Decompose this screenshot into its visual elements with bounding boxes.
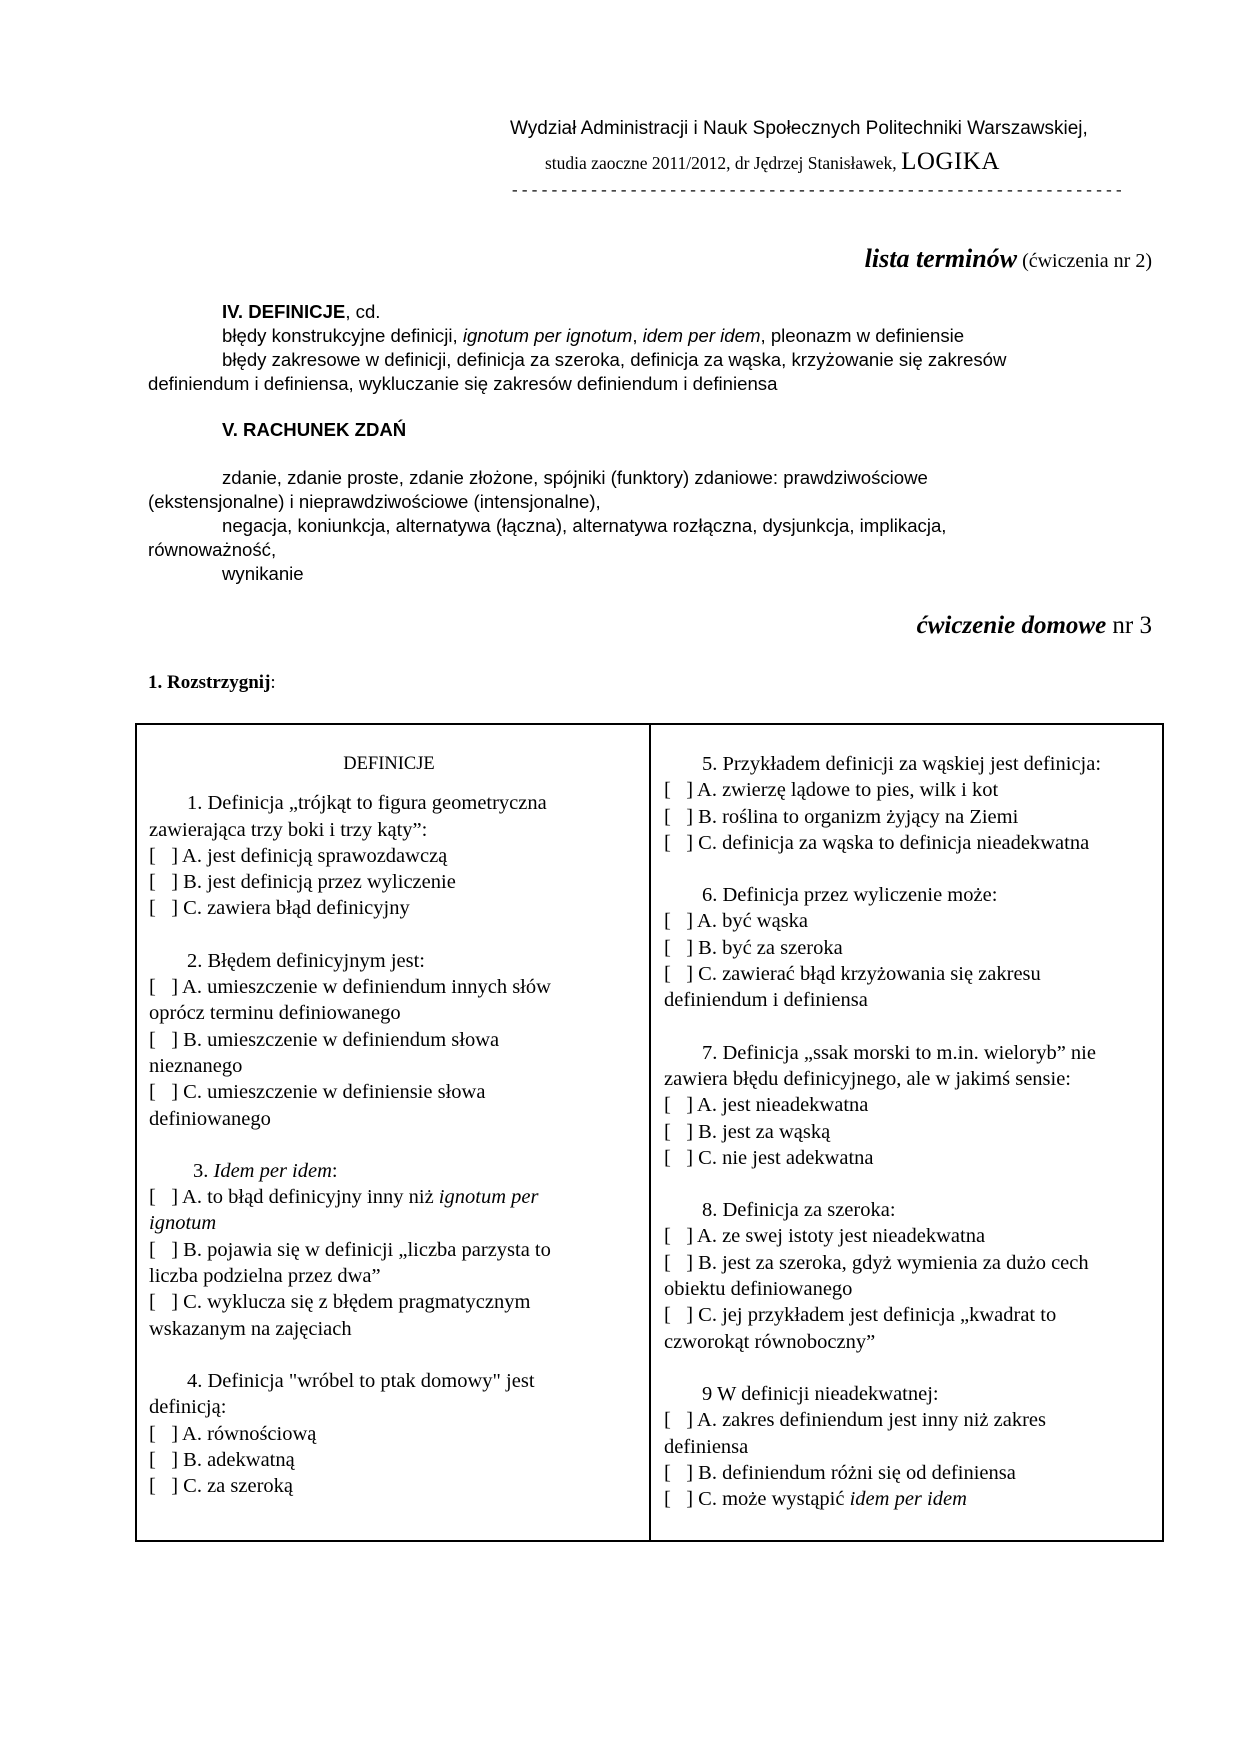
section-4-line-2: błędy zakresowe w definicji, definicja za szeroka, definicja za wąska, krzyżowanie się zakresów [222,349,1007,370]
question-4-option-c[interactable]: [ ] C. za szeroką [149,1475,294,1498]
question-5-text: 5. Przykładem definicji za wąskiej jest definicja: [702,753,1102,775]
section-4-text: , [632,325,643,346]
question-2-option-c[interactable]: [ ] C. umieszczenie w definiensie słowa [149,1081,486,1104]
task-label-colon: : [270,672,276,693]
question-5-option-c[interactable]: [ ] C. definicja za wąska to definicja nieadekwatna [664,831,1090,854]
header-institution: Wydział Administracji i Nauk Społecznych Politechniki Warszawskiej, [510,118,1088,139]
question-3-colon: : [331,1159,338,1182]
section-4-text: błędy konstrukcyjne definicji, [222,325,463,346]
section-5-line-4: równoważność, [148,539,277,560]
question-1 [149,790,629,921]
question-8-option-b-cont: obiektu definiowanego [664,1278,853,1301]
homework-title: ćwiczenie domowe [916,612,1107,639]
question-9-option-b[interactable]: [ ] B. definiendum różni się od definiensa [664,1461,1016,1484]
section-4-heading [148,300,1108,324]
question-9-option-a-cont: definiensa [664,1435,749,1458]
question-1-option-a[interactable]: [ ] A. jest definicją sprawozdawczą [149,844,448,867]
question-3-option-a-cont [149,1210,629,1236]
section-5-heading [148,418,1108,442]
question-2-option-b-cont: nieznanego [149,1054,243,1077]
question-2 [149,948,629,1132]
section-5-line-5: wynikanie [222,563,304,584]
question-6 [664,882,1154,1013]
section-5-title: V. RACHUNEK ZDAŃ [222,419,407,440]
question-4-text: 4. Definicja "wróbel to ptak domowy" jest [187,1369,535,1392]
task-label-text: 1. Rozstrzygnij [148,672,271,693]
question-9-text: 9 W definicji nieadekwatnej: [702,1382,939,1405]
terms-list-title: lista terminów [864,244,1018,273]
header-course [545,148,1000,176]
question-9-option-a[interactable]: [ ] A. zakres definiendum jest inny niż zakres [664,1409,1046,1432]
question-4-text-cont: definicją: [149,1396,227,1419]
question-9-option-c-italic: idem per idem [849,1488,967,1511]
table-heading: DEFINICJE [343,754,435,774]
question-3-option-c[interactable]: [ ] C. wyklucza się z błędem pragmatycznym [149,1291,531,1314]
question-6-option-c[interactable]: [ ] C. zawierać błąd krzyżowania się zakresu [664,963,1041,986]
section-5-line-2: (ekstensjonalne) i nieprawdziwościowe (intensjonalne), [148,491,601,512]
terms-section [148,300,1108,586]
question-3-text [149,1158,629,1184]
section-4-title: IV. DEFINICJE [222,301,346,322]
terms-list-subtitle: (ćwiczenia nr 2) [1017,250,1152,272]
question-8-option-c-cont: czworokąt równoboczny” [664,1330,876,1353]
question-2-option-c-cont: definiowanego [149,1107,271,1130]
question-8-text: 8. Definicja za szeroka: [702,1199,896,1222]
section-5-line-1: zdanie, zdanie proste, zdanie złożone, spójniki (funktory) zdaniowe: prawdziwościowe [222,467,928,488]
question-3-option-a-italic-cont: ignotum [149,1212,217,1235]
question-7-option-c[interactable]: [ ] C. nie jest adekwatna [664,1146,874,1169]
section-4-text: , pleonazm w definiensie [760,325,965,346]
question-2-text: 2. Błędem definicyjnym jest: [187,949,425,972]
question-5-option-b[interactable]: [ ] B. roślina to organizm żyjący na Ziemi [664,805,1019,828]
questions-right-column [664,751,1154,1538]
question-7 [664,1040,1154,1171]
question-7-text: 7. Definicja „ssak morski to m.in. wieloryb” nie [702,1041,1096,1064]
question-6-option-c-cont: definiendum i definiensa [664,989,868,1012]
question-3-option-c-cont: wskazanym na zajęciach [149,1317,352,1340]
question-3-option-a[interactable] [149,1184,629,1210]
question-9 [664,1381,1154,1512]
question-7-option-a[interactable]: [ ] A. jest nieadekwatna [664,1094,869,1117]
question-2-option-b[interactable]: [ ] B. umieszczenie w definiendum słowa [149,1028,500,1051]
question-3-number: 3. [193,1159,214,1182]
question-1-text: 1. Definicja „trójkąt to figura geometryczna [187,792,547,815]
question-4 [149,1368,629,1499]
header-subject: LOGIKA [901,148,1000,175]
question-3 [149,1158,629,1342]
question-8-option-b[interactable]: [ ] B. jest za szeroka, gdyż wymienia za dużo cech [664,1251,1089,1274]
question-3-option-b-cont: liczba podzielna przez dwa” [149,1265,381,1288]
section-4-italic-term: ignotum per ignotum [462,325,633,346]
question-3-option-a-text: [ ] A. to błąd definicyjny inny niż [149,1186,439,1209]
table-column-divider [649,725,651,1540]
question-6-option-a[interactable]: [ ] A. być wąska [664,910,809,933]
question-3-option-b[interactable]: [ ] B. pojawia się w definicji „liczba parzysta to [149,1238,551,1261]
section-4-line-3: definiendum i definiensa, wykluczanie się zakresów definiendum i definiensa [148,373,778,394]
questions-left-column [149,751,629,1525]
question-7-option-b[interactable]: [ ] B. jest za wąską [664,1120,831,1143]
section-4-title-suffix: , cd. [345,301,381,322]
task-label [148,672,276,694]
section-5-line-3: negacja, koniunkcja, alternatywa (łączna), alternatywa rozłączna, dysjunkcja, implikacja, [222,515,947,536]
question-1-text-cont: zawierająca trzy boki i trzy kąty”: [149,818,428,841]
homework-number: nr 3 [1106,612,1152,639]
header-course-details: studia zaoczne 2011/2012, dr Jędrzej Stanisławek, [545,153,902,173]
question-5-option-a[interactable]: [ ] A. zwierzę lądowe to pies, wilk i kot [664,779,999,802]
question-9-option-c[interactable] [664,1486,1154,1512]
terms-list-heading [865,244,1152,274]
question-4-option-a[interactable]: [ ] A. równościową [149,1422,317,1445]
question-2-option-a[interactable]: [ ] A. umieszczenie w definiendum innych słów [149,976,551,999]
question-3-italic-title: Idem per idem [213,1159,332,1182]
question-8-option-c[interactable]: [ ] C. jej przykładem jest definicja „kwadrat to [664,1304,1057,1327]
question-8-option-a[interactable]: [ ] A. ze swej istoty jest nieadekwatna [664,1225,986,1248]
header-dashed-rule: -------------------------------------------------------------- [510,182,1124,200]
question-1-option-c[interactable]: [ ] C. zawiera błąd definicyjny [149,897,410,920]
homework-heading [917,612,1152,640]
question-9-option-c-text: [ ] C. może wystąpić [664,1488,850,1511]
question-4-option-b[interactable]: [ ] B. adekwatną [149,1448,295,1471]
question-5 [664,751,1154,856]
section-4-italic-term: idem per idem [642,325,761,346]
question-6-text: 6. Definicja przez wyliczenie może: [702,884,998,907]
section-4-line-1 [148,324,1108,348]
questions-table [135,723,1164,1542]
question-6-option-b[interactable]: [ ] B. być za szeroka [664,936,843,959]
question-2-option-a-cont: oprócz terminu definiowanego [149,1002,401,1025]
question-1-option-b[interactable]: [ ] B. jest definicją przez wyliczenie [149,871,456,894]
question-3-option-a-italic: ignotum per [438,1186,539,1209]
question-8 [664,1197,1154,1355]
question-7-text-cont: zawiera błędu definicyjnego, ale w jakimś sensie: [664,1067,1072,1090]
